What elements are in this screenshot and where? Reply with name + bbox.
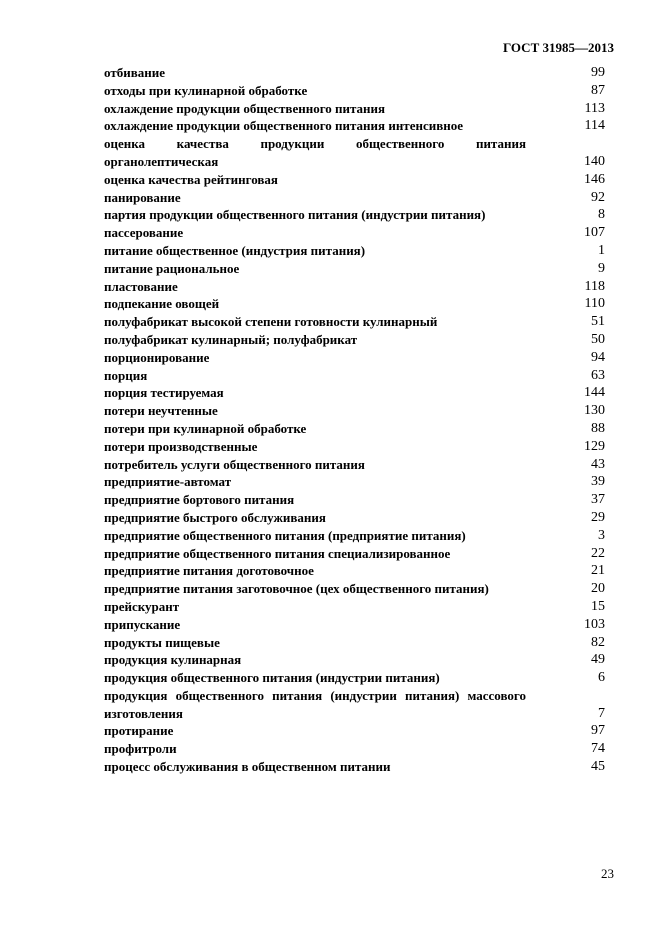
index-entry	[104, 313, 605, 331]
index-term: питание общественное (индустрия питания)	[104, 242, 366, 258]
index-page-ref: 7	[598, 705, 605, 721]
index-entry	[104, 545, 605, 563]
index-page-ref: 45	[591, 759, 605, 775]
index-page-ref: 97	[591, 723, 605, 739]
index-page-ref: 82	[591, 634, 605, 650]
index-term: предприятие быстрого обслуживания	[104, 509, 326, 525]
index-page-ref: 92	[591, 189, 605, 205]
index-term: продукты пищевые	[104, 634, 220, 650]
index-entry	[104, 278, 605, 296]
index-entry	[104, 331, 605, 349]
index-term: пластование	[104, 278, 178, 294]
index-entry	[104, 420, 605, 438]
index-entry	[104, 687, 605, 723]
index-entry	[104, 224, 605, 242]
index-page-ref: 49	[591, 652, 605, 668]
index-term: партия продукции общественного питания (индустрии питания)	[104, 207, 486, 223]
index-entry	[104, 384, 605, 402]
index-term: продукция общественного питания (индустрии питания)	[104, 670, 440, 686]
index-term: пассерование	[104, 225, 184, 241]
index-term: припускание	[104, 616, 181, 632]
index-page-ref: 39	[591, 474, 605, 490]
term-index	[104, 64, 605, 776]
index-term: предприятие питания заготовочное (цех общественного питания)	[104, 581, 489, 597]
index-page-ref: 50	[591, 331, 605, 347]
index-entry	[104, 562, 605, 580]
index-term: прейскурант	[104, 598, 180, 614]
index-term: отбивание	[104, 65, 165, 80]
index-entry	[104, 189, 605, 207]
index-term: профитроли	[104, 741, 177, 757]
index-term: продукция общественного питания (индустрии питания) массового изготовления	[104, 687, 526, 721]
index-term: полуфабрикат кулинарный; полуфабрикат	[104, 331, 358, 347]
index-page-ref: 51	[591, 314, 605, 330]
index-term: предприятие питания доготовочное	[104, 563, 314, 579]
index-term: потери неучтенные	[104, 403, 218, 419]
index-term: предприятие общественного питания (предприятие питания)	[104, 527, 466, 543]
index-page-ref: 15	[591, 598, 605, 614]
index-term: панирование	[104, 189, 181, 205]
index-entry	[104, 527, 605, 545]
index-entry	[104, 349, 605, 367]
index-term: порция тестируемая	[104, 385, 224, 401]
index-page-ref: 140	[584, 153, 605, 169]
index-page-ref: 74	[591, 741, 605, 757]
index-entry	[104, 473, 605, 491]
document-code: ГОСТ 31985—2013	[502, 40, 614, 55]
index-page-ref: 114	[584, 118, 605, 134]
index-term: продукция кулинарная	[104, 652, 242, 668]
index-page-ref: 107	[584, 225, 605, 241]
index-entry	[104, 722, 605, 740]
index-entry	[104, 580, 605, 598]
index-term: предприятие общественного питания специализированное	[104, 545, 451, 561]
index-entry	[104, 295, 605, 313]
index-page-ref: 87	[591, 82, 605, 98]
index-page-ref: 22	[591, 545, 605, 561]
index-term: потери при кулинарной обработке	[104, 420, 307, 436]
index-term: отходы при кулинарной обработке	[104, 82, 308, 98]
index-entry	[104, 669, 605, 687]
index-term: полуфабрикат высокой степени готовности кулинарный	[104, 314, 438, 330]
index-entry	[104, 634, 605, 652]
index-page-ref: 29	[591, 509, 605, 525]
index-entry	[104, 171, 605, 189]
index-page-ref: 94	[591, 349, 605, 365]
index-page-ref: 43	[591, 456, 605, 472]
index-term: потери производственные	[104, 438, 258, 454]
index-entry	[104, 82, 605, 100]
index-term: предприятие бортового питания	[104, 492, 295, 508]
index-entry	[104, 260, 605, 278]
index-entry	[104, 598, 605, 616]
page-number: 23	[601, 866, 614, 881]
index-entry	[104, 616, 605, 634]
index-page-ref: 110	[584, 296, 605, 312]
index-page-ref: 6	[598, 670, 605, 686]
index-page-ref: 118	[584, 278, 605, 294]
index-entry	[104, 491, 605, 509]
index-entry	[104, 438, 605, 456]
index-entry	[104, 456, 605, 474]
index-term: оценка качества продукции общественного питания органолептическая	[104, 136, 526, 169]
index-entry	[104, 651, 605, 669]
index-term: процесс обслуживания в общественном питании	[104, 759, 391, 775]
index-page-ref: 1	[598, 242, 605, 258]
index-page-ref: 21	[591, 563, 605, 579]
index-term: порция	[104, 367, 148, 383]
index-page-ref: 113	[584, 100, 605, 116]
index-term: охлаждение продукции общественного питания интенсивное	[104, 118, 463, 134]
index-term: протирание	[104, 723, 174, 739]
index-term: оценка качества рейтинговая	[104, 171, 278, 187]
index-entry	[104, 509, 605, 527]
index-entry	[104, 206, 605, 224]
index-entry	[104, 402, 605, 420]
index-page-ref: 146	[584, 171, 605, 187]
index-entry	[104, 100, 605, 118]
index-term: питание рациональное	[104, 260, 240, 276]
index-page-ref: 103	[584, 616, 605, 632]
index-entry	[104, 740, 605, 758]
index-page-ref: 99	[591, 65, 605, 80]
index-page-ref: 88	[591, 420, 605, 436]
index-entry	[104, 135, 605, 171]
index-page-ref: 3	[598, 527, 605, 543]
index-entry	[104, 367, 605, 385]
index-term: порционирование	[104, 349, 210, 365]
index-term: охлаждение продукции общественного питания	[104, 100, 386, 116]
index-entry	[104, 242, 605, 260]
index-page-ref: 129	[584, 438, 605, 454]
index-term: предприятие-автомат	[104, 474, 232, 490]
index-entry	[104, 117, 605, 135]
index-page-ref: 63	[591, 367, 605, 383]
index-term: потребитель услуги общественного питания	[104, 456, 365, 472]
index-page-ref: 130	[584, 403, 605, 419]
index-entry	[104, 758, 605, 776]
index-page-ref: 20	[591, 581, 605, 597]
index-page-ref: 9	[598, 260, 605, 276]
index-page-ref: 8	[598, 207, 605, 223]
index-entry	[104, 64, 605, 82]
index-page-ref: 144	[584, 385, 605, 401]
index-page-ref: 37	[591, 492, 605, 508]
index-term: подпекание овощей	[104, 296, 220, 312]
